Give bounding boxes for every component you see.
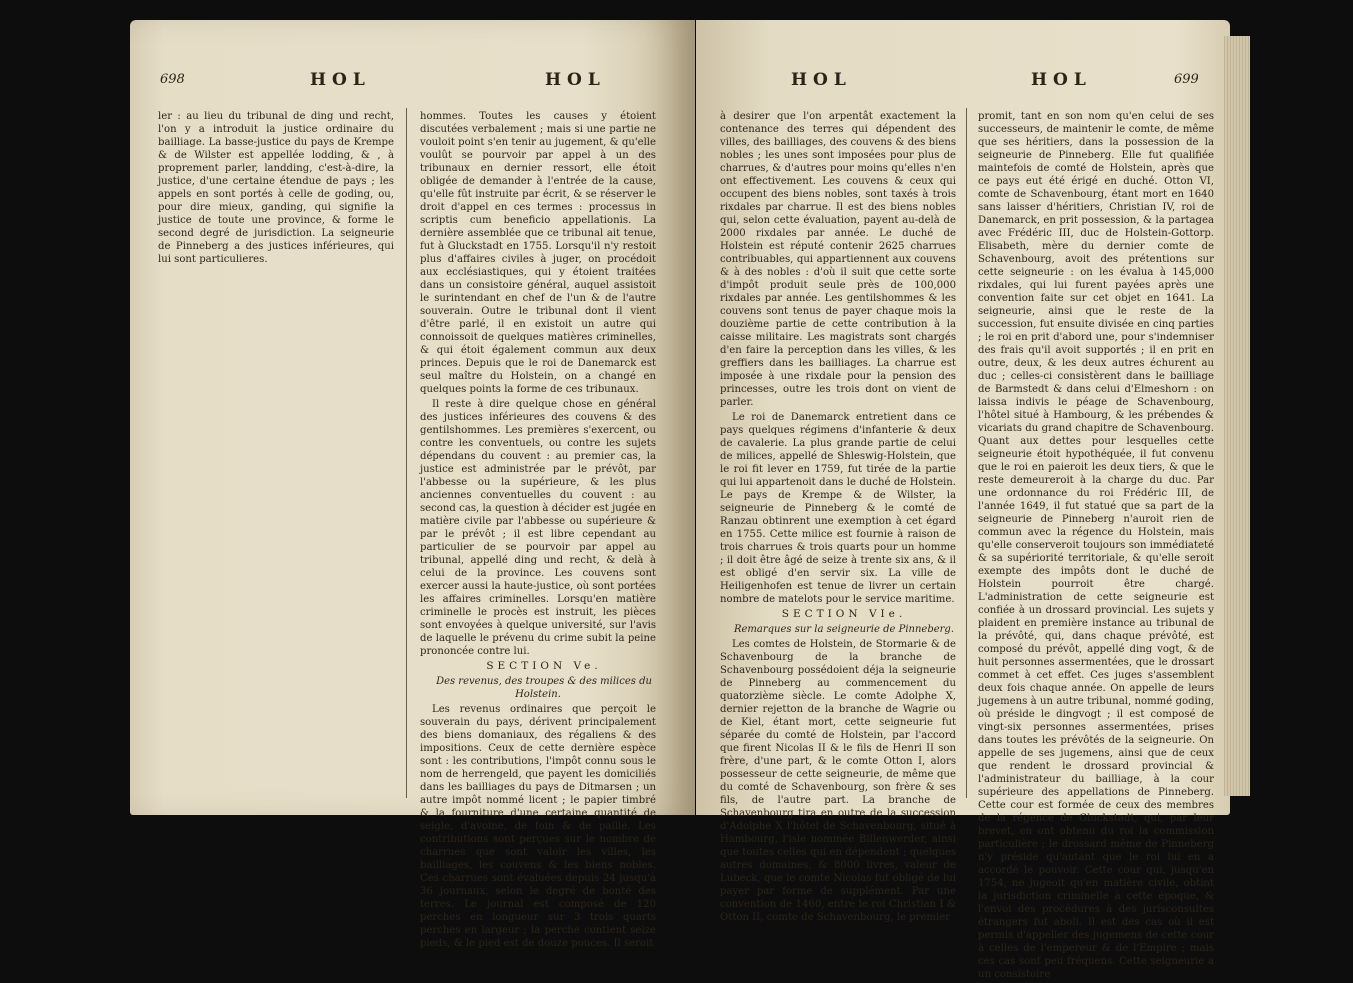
column-divider [406,108,407,798]
right-running-head-2: HOL [1031,70,1092,90]
right-page-header [696,72,1230,94]
section-title: SECTION VIe. [781,608,907,620]
right-page-number: 699 [1174,72,1199,87]
left-running-head-2: HOL [545,70,606,90]
left-page [130,20,695,949]
paragraph: Il reste à dire quelque chose en général des justices inférieures des couvens & des gentilshommes. Les premières s'exercent, ou contre les conventuels, ou contre les sujets dépendans du couvent : au premier cas, la justice est administrée par le prévôt, par l'abbesse ou la supérieure, & les plus anciennes conventuelles du couvent : au second cas, la question à décider est jugée en matière civile par l'abbesse ou supérieure & par le prévôt ; il est libre cependant au particulier de se pourvoir par appel au tribunal, appellé ding und recht, & delà à celui de la province. Les couvens sont exercer aussi la haute-justice, où sont portées les affaires criminelles. Lorsqu'en matière criminelle le procès est instruit, les pièces sont envoyées à quelque université, sur l'avis de laquelle le prévenu du crime subit la peine prononcée contre lui. [420,399,656,657]
paragraph: Les comtes de Holstein, de Stormarie & de Schavenbourg de la branche de Schavenbourg possédoient déja la seigneurie de Pinneberg au commencement du quatorzième siècle. Le comte Adolphe X, dernier rejetton de la branche de Wagrie ou de Kiel, étant mort, cette seigneurie fut séparée du comté de Holstein, par l'accord que firent Nicolas II & le fils de Henri II son frère, d'une part, & le comte Otton I, alors possesseur de cette seigneurie, de même que du comté de Schavenbourg, son frère & ses fils, de l'autre part. La branche de Schavenbourg tira en outre de la succession d'Adolphe X l'hôtel de Schavenbourg, situé à Hambourg, l'isle nommée Billenwerder, ainsi que toutes celles qui en dépendent ; quelques autres domaines, & 8000 livres, valeur de Lubeck, que le comte Nicolas fut obligé de lui payer par forme de supplément. Par une convention de 1460, entre le roi Christian I & Otton II, comte de Schavenbourg, le premier [720,639,956,923]
page-edges [1224,36,1250,796]
right-running-head: HOL [791,70,852,90]
paragraph: hommes. Toutes les causes y étoient discutées verbalement ; mais si une partie ne vouloit point s'en tenir au jugement, & qu'elle voulût se pourvoir par appel à un des tribunaux en dernier ressort, elle étoit obligée de demander à l'entrée de la cause, qu'elle fût instruite par écrit, & se réserver le droit d'appel en ces termes : processus in scriptis cum beneficio appellationis. La dernière assemblée que ce tribunal ait tenue, fut à Gluckstadt en 1755. Lorsqu'il n'y restoit plus d'affaires civiles à juger, on procédoit aux ecclésiastiques, qui y étoient traitées dans un consistoire général, auquel assistoit le surintendant en chef de l'un & de l'autre souverain. Outre le tribunal dont il vient d'être parlé, il en existoit un autre qui connoissoit de quelques matières criminelles, & qui étoit également commun aux deux princes. Depuis que le roi de Danemarck est seul maître du Holstein, on a changé en quelques points la forme de ces tribunaux. [420,111,656,395]
section-subtitle: Des revenus, des troupes & des milices du Holstein. [436,676,652,700]
left-column-1 [158,110,394,268]
paragraph: ler : au lieu du tribunal de ding und recht, l'on y a introduit la justice ordinaire du bailliage. La basse-justice du pays de Krempe & de Wilster est appellée lodding, & , à proprement parler, landding, c'est-à-dire, la justice, d'une certaine étendue de pays ; les appels en sont portés à celle de goding, ou, pour dire mieux, ganding, qui signifie la justice de toute une province, & forme le second degré de jurisdiction. La seigneurie de Pinneberg a des justices inférieures, qui lui sont particulieres. [158,111,394,265]
paragraph: promit, tant en son nom qu'en celui de ses successeurs, de maintenir le comte, de même que ses héritiers, dans la possession de la seigneurie de Pinneberg. Elle fut qualifiée maintefois de comté de Holstein, après que ce pays eut été érigé en duché. Otton VI, comte de Schavenbourg, étant mort en 1640 sans laisser d'héritiers, Christian IV, roi de Danemarck, en prit possession, & la partagea avec Frédéric III, duc de Holstein-Gottorp. Elisabeth, mère du dernier comte de Schavenbourg, avoit des prétentions sur cette seigneurie : on les évalua à 145,000 rixdales, qui lui furent payées après une convention faite sur cet objet en 1641. La seigneurie, ainsi que le reste de la succession, fut ensuite divisée en cinq parties ; le roi en prit d'abord une, pour s'indemniser des frais qu'il avoit supportés ; il en prit en outre, deux, & les deux autres échurent au duc ; celles-ci consistèrent dans le bailliage de Barmstedt & dans celui d'Elmeshorn : on laissa indivis le péage de Schavenbourg, l'hôtel situé à Hambourg, & les prébendes & vicariats du grand chapitre de Schavenbourg. Quant aux dettes pour lesquelles cette seigneurie étoit hypothéquée, il fut convenu que le roi en paieroit les deux tiers, & que le reste demeureroit à la charge du duc. Par une ordonnance du roi Frédéric III, de l'année 1649, il fut statué que sa part de la seigneurie de Pinneberg n'auroit rien de commun avec la régence du Holstein, mais qu'elle conserveroit toujours son immédiateté & sa supériorité territoriale, & qu'elle seroit exempte des impôts dont le duché de Holstein pourroit être chargé. L'administration de cette seigneurie est confiée à un drossard provincial. Les sujets y plaident en première instance au tribunal de la prévôté, qui, dans chaque prévôté, est composé du prévôt, appellé ding vogt, & de huit personnes assermentées, que le drossart commet à cet effet. Ces juges s'assemblent deux fois chaque année. On appelle de leurs jugemens à un autre tribunal, nommé goding, où préside le dingvogt ; il est composé de vingt-six personnes assermentées, prises dans toutes les prévôtés de la seigneurie. On appelle de ses jugemens, ainsi que de ceux que rendent le drossard provincial & l'administrateur du bailliage, à la cour supérieure des appellations de Pinneberg. Cette cour est formée de ceux des membres de la régence de Gluckstadt, qui, par leur brevet, en ont obtenu du roi la commission particulière ; le drossard même de Pinneberg n'y préside qu'autant que le roi lui en a accordé le pouvoir. Cette cour qui, jusqu'en 1754, ne jugeoit qu'en matière civile, obtint la jurisdiction criminelle à cette époque, & l'envoi des procédures à des jurisconsultes étrangers fut aboli. Il est des cas où il est permis d'appeller des jugemens de cette cour à celles de l'empereur & de l'Empire ; mais ces cas sont peu fréquens. Cette seigneurie a un consistoire [978,111,1214,980]
left-page-number: 698 [160,72,185,87]
open-book [130,20,1230,980]
paragraph: à desirer que l'on arpentât exactement la contenance des terres qui dépendent des villes, des bailliages, des couvens & des biens nobles ; les unes sont imposées pour plus de charrues, & d'autres pour moins qu'elles n'en ont effectivement. Les couvens & ceux qui occupent des biens nobles, sont taxés à trois rixdales par charrue. Il est des biens nobles qui, selon cette évaluation, payent au-delà de 2000 rixdales par année. Le duché de Holstein est réputé contenir 2625 charrues contribuables, qui appartiennent aux couvens & à des nobles : d'où il suit que cette sorte d'impôt produit seule près de 100,000 rixdales par année. Les gentilshommes & les couvens sont tenus de payer chaque mois la douzième partie de cette contribution à la caisse militaire. Les magistrats sont chargés d'en faire la perception dans les villes, & les greffiers dans les bailliages. La charrue est imposée à une rixdale pour la pension des princesses, outre les trois dont on vient de parler. [720,111,956,408]
section-subtitle: Remarques sur la seigneurie de Pinneberg. [733,624,955,635]
paragraph: Le roi de Danemarck entretient dans ce pays quelques régimens d'infanterie & deux de cavalerie. La plus grande partie de celui de milices, appellé de Shleswig-Holstein, que le roi fit lever en 1759, fut tirée de la partie qui lui appartenoit dans le duché de Holstein. Le pays de Krempe & de Wilster, la seigneurie de Pinneberg & le comté de Ranzau obtinrent une exemption à cet égard en 1755. Cette milice est fournie à raison de trois charrues & trois quarts pour un homme ; il doit être âgé de seize à trente six ans, & il est obligé d'en servir six. La ville de Heiligenhofen est tenue de livrer un certain nombre de matelots pour le service maritime. [720,412,956,605]
left-column-2 [420,110,656,952]
left-running-head: HOL [310,70,371,90]
right-page [696,20,1230,980]
right-column-1 [720,110,956,926]
right-column-2 [978,110,1214,983]
section-title: SECTION Ve. [486,660,602,672]
left-page-header [130,72,695,94]
column-divider [966,108,967,798]
paragraph: Les revenus ordinaires que perçoit le souverain du pays, dérivent principalement des biens domaniaux, des régaliens & des impositions. Ceux de cette dernière espèce sont : les contributions, l'impôt connu sous le nom de herrengeld, que payent les domiciliés dans les bailliages du pays de Ditmarsen ; un autre impôt nommé licent ; le papier timbré & la fourniture d'une certaine quantité de seigle, d'avoine, de foin & de paille. Les contributions sont perçues sur le nombre de charrues que sont valoir les villes, les bailliages, les couvens & les biens nobles. Ces charrues sont évaluées depuis 24 jusqu'à 36 journaux, selon le degré de bonté des terres. Le journal est composé de 120 perches en longueur sur 3 trois quarts perches en largeur ; la perche contient seize pieds, & le pied est de douze pouces. Il seroit [420,704,656,949]
